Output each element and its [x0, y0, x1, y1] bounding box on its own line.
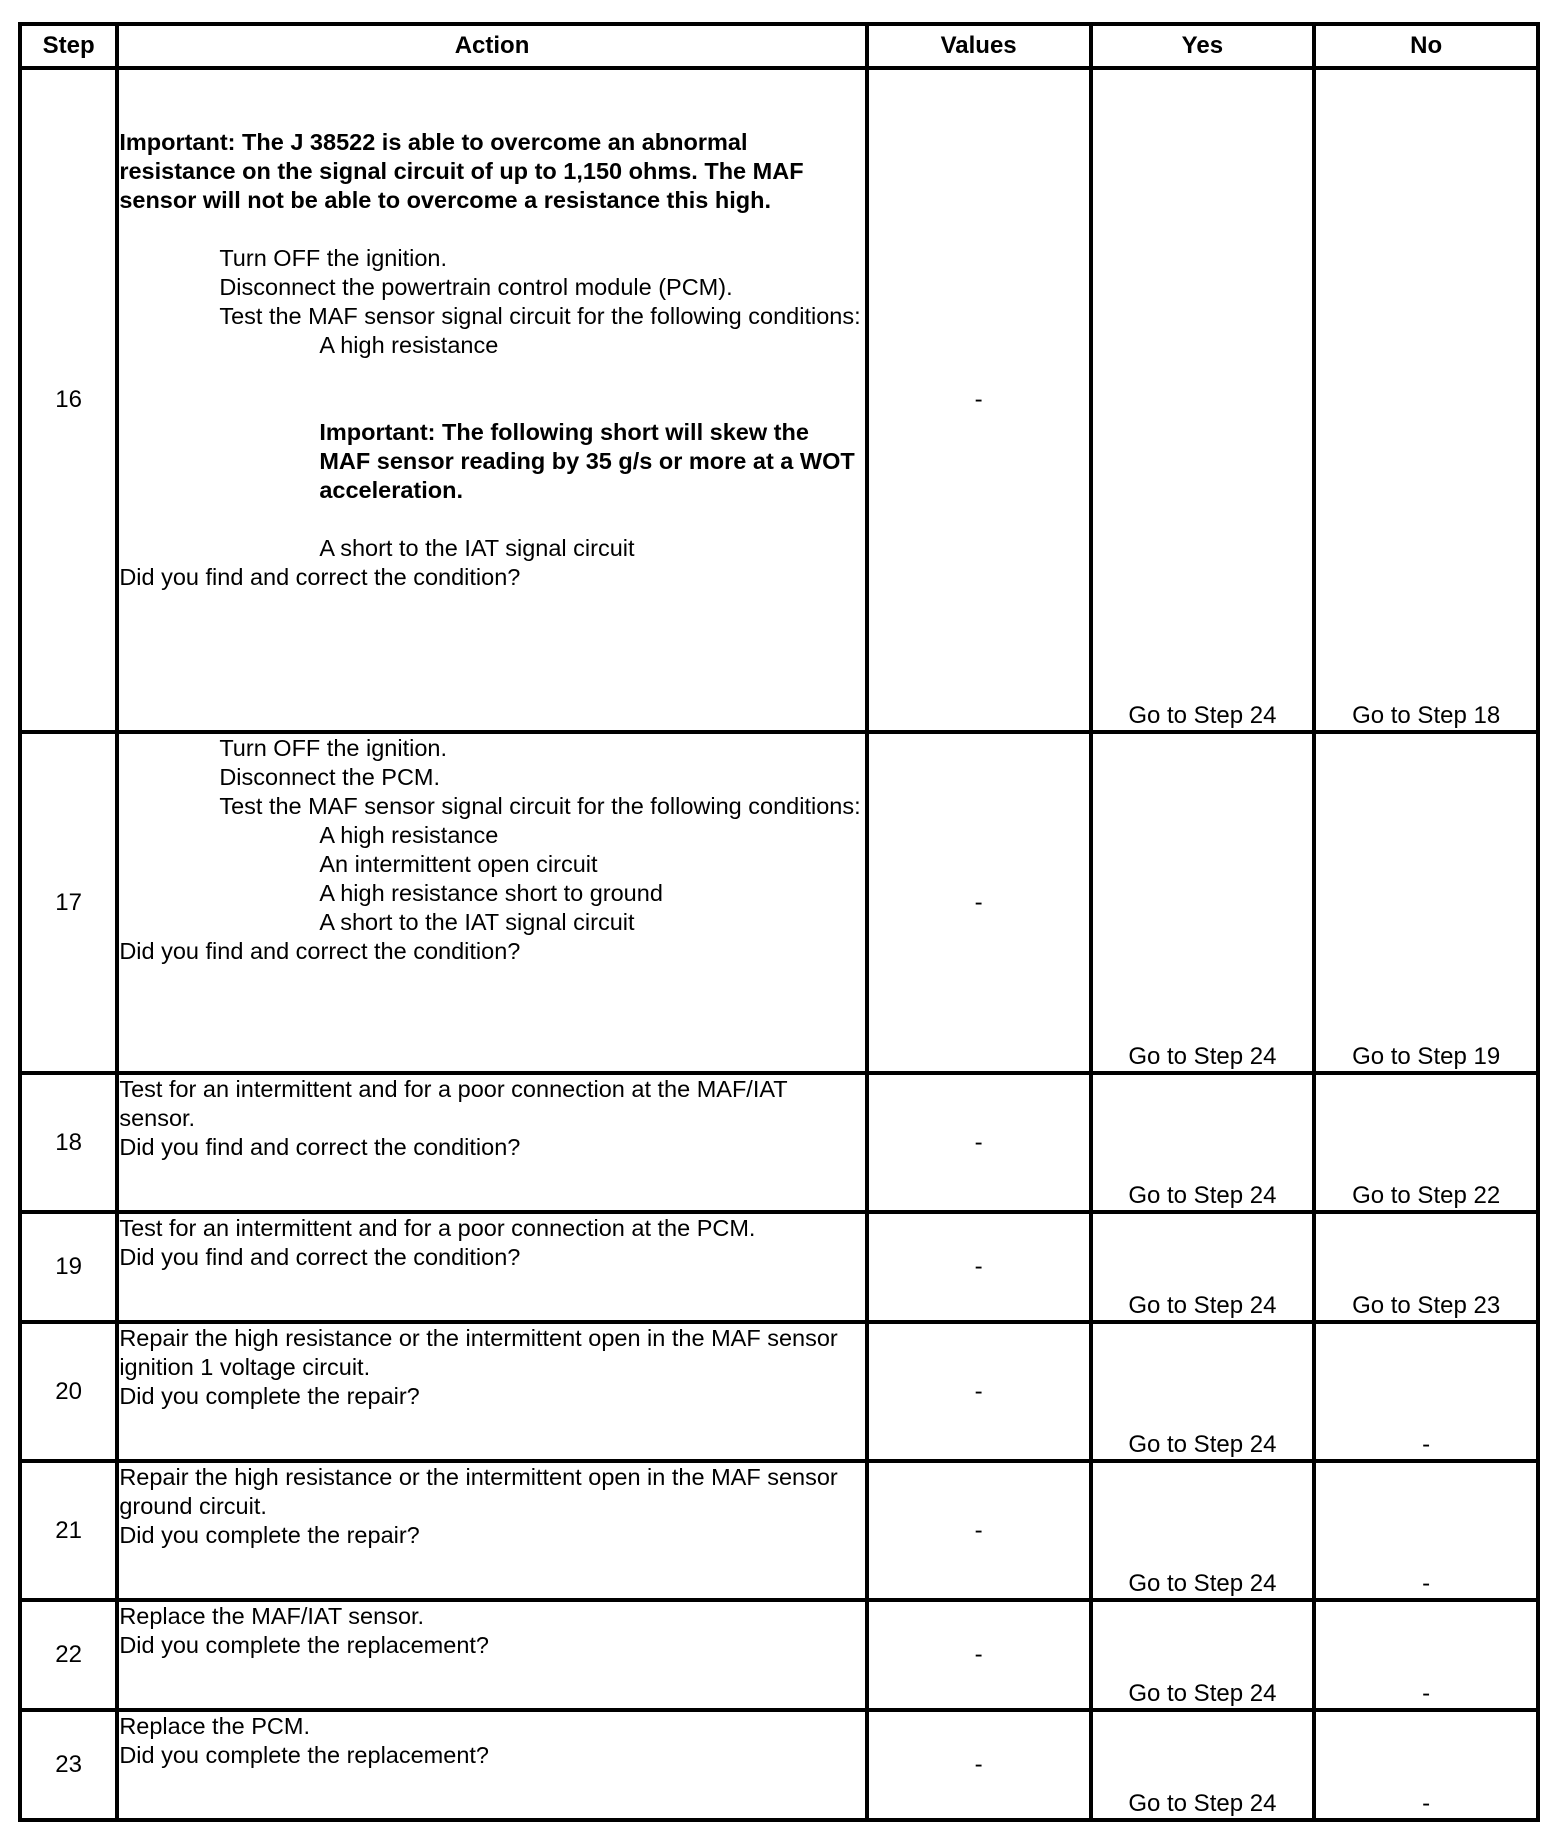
yes-cell: Go to Step 24 — [1091, 1212, 1315, 1322]
header-row — [20, 24, 1538, 68]
yes-cell: Go to Step 24 — [1091, 1710, 1315, 1820]
action-text: Test for an intermittent and for a poor connection at the MAF/IAT sensor. — [119, 1076, 788, 1131]
action-question: Did you complete the replacement? — [119, 1742, 489, 1768]
condition-item: An intermittent open circuit — [319, 851, 598, 877]
action-question: Did you find and correct the condition? — [119, 1134, 521, 1160]
action-body — [119, 734, 864, 937]
values-cell: - — [867, 1322, 1091, 1461]
action-content — [119, 1602, 864, 1660]
no-cell: Go to Step 19 — [1314, 732, 1538, 1073]
action-content — [119, 1214, 864, 1272]
step-number: 19 — [20, 1212, 117, 1322]
action-question: Did you complete the repair? — [119, 1522, 420, 1548]
step-number: 23 — [20, 1710, 117, 1820]
condition-item: A short to the IAT signal circuit — [319, 535, 635, 561]
table-row — [20, 1073, 1538, 1212]
action-text: Repair the high resistance or the intermittent open in the MAF sensor ground circuit. — [119, 1464, 838, 1519]
table-row — [20, 732, 1538, 1073]
action-cell — [117, 1710, 866, 1820]
action-text: Repair the high resistance or the intermittent open in the MAF sensor ignition 1 voltage circuit. — [119, 1325, 838, 1380]
no-cell: Go to Step 18 — [1314, 68, 1538, 732]
action-cell — [117, 732, 866, 1073]
action-cell — [117, 1212, 866, 1322]
action-cell — [117, 1600, 866, 1710]
step-number: 22 — [20, 1600, 117, 1710]
step-number: 16 — [20, 68, 117, 732]
no-cell: - — [1314, 1600, 1538, 1710]
condition-item: A high resistance — [319, 332, 499, 358]
header-values: Values — [867, 24, 1091, 68]
values-cell: - — [867, 1461, 1091, 1600]
values-cell: - — [867, 1710, 1091, 1820]
action-cell — [117, 1073, 866, 1212]
step-number: 18 — [20, 1073, 117, 1212]
yes-cell: Go to Step 24 — [1091, 1073, 1315, 1212]
action-question: Did you find and correct the condition? — [119, 938, 521, 964]
step-number: 20 — [20, 1322, 117, 1461]
condition-item: A high resistance short to ground — [319, 880, 663, 906]
yes-cell: Go to Step 24 — [1091, 1322, 1315, 1461]
table-row — [20, 1212, 1538, 1322]
table-row — [20, 68, 1538, 732]
no-cell: - — [1314, 1322, 1538, 1461]
action-content — [119, 734, 864, 966]
values-cell: - — [867, 732, 1091, 1073]
yes-cell: Go to Step 24 — [1091, 1600, 1315, 1710]
important-note: Important: The J 38522 is able to overcome an abnormal resistance on the signal circuit of up to 1,150 ohms. The MAF sensor will not be able to overcome a resistance this high. — [119, 129, 804, 213]
action-question: Did you find and correct the condition? — [119, 1244, 521, 1270]
header-yes: Yes — [1091, 24, 1315, 68]
action-step: Turn OFF the ignition. — [219, 735, 448, 761]
table-row — [20, 1600, 1538, 1710]
action-content — [119, 70, 864, 592]
action-content — [119, 1324, 864, 1411]
no-cell: - — [1314, 1710, 1538, 1820]
action-cell — [117, 68, 866, 732]
values-cell: - — [867, 1073, 1091, 1212]
values-cell: - — [867, 1600, 1091, 1710]
step-number: 21 — [20, 1461, 117, 1600]
important-note: Important: The following short will skew the MAF sensor reading by 35 g/s or more at a WOT acceleration. — [319, 419, 855, 503]
diagnostic-table — [18, 22, 1540, 1822]
action-cell — [117, 1322, 866, 1461]
action-step: Test the MAF sensor signal circuit for the following conditions: — [219, 793, 861, 819]
action-content — [119, 1712, 864, 1770]
yes-cell: Go to Step 24 — [1091, 1461, 1315, 1600]
values-cell: - — [867, 1212, 1091, 1322]
action-step: Disconnect the PCM. — [219, 764, 441, 790]
action-question: Did you find and correct the condition? — [119, 564, 521, 590]
header-no: No — [1314, 24, 1538, 68]
action-content — [119, 1075, 864, 1162]
action-question: Did you complete the repair? — [119, 1383, 420, 1409]
action-step: Turn OFF the ignition. — [219, 245, 448, 271]
no-cell: Go to Step 23 — [1314, 1212, 1538, 1322]
no-cell: - — [1314, 1461, 1538, 1600]
table-row — [20, 1322, 1538, 1461]
header-step: Step — [20, 24, 117, 68]
table-row — [20, 1461, 1538, 1600]
condition-item: A short to the IAT signal circuit — [319, 909, 635, 935]
condition-item: A high resistance — [319, 822, 499, 848]
action-step: Test the MAF sensor signal circuit for the following conditions: — [219, 303, 861, 329]
action-text: Replace the PCM. — [119, 1713, 311, 1739]
values-cell: - — [867, 68, 1091, 732]
table-row — [20, 1710, 1538, 1820]
action-content — [119, 1463, 864, 1550]
action-cell — [117, 1461, 866, 1600]
action-body — [119, 70, 864, 563]
yes-cell: Go to Step 24 — [1091, 68, 1315, 732]
step-number: 17 — [20, 732, 117, 1073]
action-text: Replace the MAF/IAT sensor. — [119, 1603, 425, 1629]
action-text: Test for an intermittent and for a poor connection at the PCM. — [119, 1215, 756, 1241]
action-step: Disconnect the powertrain control module (PCM). — [219, 274, 733, 300]
yes-cell: Go to Step 24 — [1091, 732, 1315, 1073]
action-question: Did you complete the replacement? — [119, 1632, 489, 1658]
header-action: Action — [117, 24, 866, 68]
no-cell: Go to Step 22 — [1314, 1073, 1538, 1212]
